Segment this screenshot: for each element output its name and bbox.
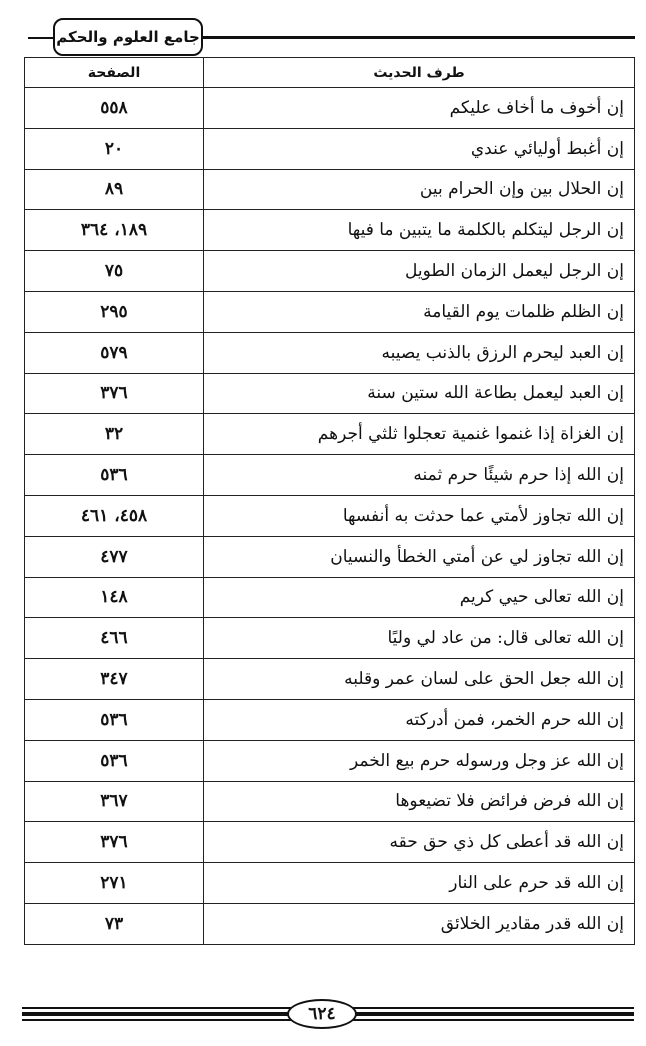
hadith-text: إن الله تجاوز لأمتي عما حدثت به أنفسها <box>204 495 635 536</box>
page-reference: ٢٩٥ <box>25 291 204 332</box>
hadith-text: إن أخوف ما أخاف عليكم <box>204 88 635 129</box>
page-reference: ٣٦٧ <box>25 781 204 822</box>
hadith-text: إن الله تعالى حيي كريم <box>204 577 635 618</box>
hadith-text: إن الحلال بين وإن الحرام بين <box>204 169 635 210</box>
table-row <box>25 536 635 577</box>
page-reference: ١٤٨ <box>25 577 204 618</box>
table-row <box>25 88 635 129</box>
hadith-text: إن الله تجاوز لي عن أمتي الخطأ والنسيان <box>204 536 635 577</box>
hadith-text: إن العبد ليحرم الرزق بالذنب يصيبه <box>204 332 635 373</box>
hadith-text: إن أغبط أوليائي عندي <box>204 128 635 169</box>
page-footer <box>0 995 646 1035</box>
page-reference: ٧٥ <box>25 251 204 292</box>
hadith-text: إن الله جعل الحق على لسان عمر وقلبه <box>204 659 635 700</box>
page-reference: ٢٧١ <box>25 863 204 904</box>
table-row <box>25 251 635 292</box>
hadith-text: إن الله حرم الخمر، فمن أدركته <box>204 699 635 740</box>
page-reference: ٥٣٦ <box>25 740 204 781</box>
page-reference: ٥٣٦ <box>25 455 204 496</box>
table-row <box>25 903 635 944</box>
table-row <box>25 699 635 740</box>
hadith-text: إن الله قد أعطى كل ذي حق حقه <box>204 822 635 863</box>
page-reference: ١٨٩، ٣٦٤ <box>25 210 204 251</box>
hadith-text: إن الظلم ظلمات يوم القيامة <box>204 291 635 332</box>
column-header-page: الصفحة <box>25 58 204 88</box>
page-reference: ٤٦٦ <box>25 618 204 659</box>
page-reference: ٨٩ <box>25 169 204 210</box>
page-reference: ٤٧٧ <box>25 536 204 577</box>
page-reference: ٧٣ <box>25 903 204 944</box>
table-row <box>25 455 635 496</box>
table-row <box>25 822 635 863</box>
page-reference: ٥٧٩ <box>25 332 204 373</box>
hadith-text: إن الغزاة إذا غنموا غنمية تعجلوا ثلثي أجرهم <box>204 414 635 455</box>
table-row <box>25 781 635 822</box>
hadith-text: إن الرجل ليعمل الزمان الطويل <box>204 251 635 292</box>
page-reference: ٣٢ <box>25 414 204 455</box>
page-reference: ٤٥٨، ٤٦١ <box>25 495 204 536</box>
page-reference: ٣٧٦ <box>25 822 204 863</box>
page-reference: ٢٠ <box>25 128 204 169</box>
book-title: جامع العلوم والحكم <box>56 28 200 46</box>
table-header-row <box>25 58 635 88</box>
table-row <box>25 740 635 781</box>
table-row <box>25 577 635 618</box>
page-number-frame <box>287 999 357 1029</box>
table-row <box>25 291 635 332</box>
page-reference: ٣٧٦ <box>25 373 204 414</box>
hadith-text: إن الله إذا حرم شيئًا حرم ثمنه <box>204 455 635 496</box>
page-reference: ٥٥٨ <box>25 88 204 129</box>
table-row <box>25 128 635 169</box>
hadith-text: إن الله تعالى قال: من عاد لي وليًا <box>204 618 635 659</box>
table-row <box>25 332 635 373</box>
table-row <box>25 659 635 700</box>
hadith-text: إن الرجل ليتكلم بالكلمة ما يتبين ما فيها <box>204 210 635 251</box>
header-rule-left <box>28 37 53 39</box>
hadith-index-table <box>24 57 635 945</box>
table-row <box>25 495 635 536</box>
table-row <box>25 863 635 904</box>
hadith-text: إن الله قدر مقادير الخلائق <box>204 903 635 944</box>
table-row <box>25 169 635 210</box>
column-header-hadith: طرف الحديث <box>204 58 635 88</box>
table-row <box>25 210 635 251</box>
table-row <box>25 618 635 659</box>
page-number: ٦٢٤ <box>308 1004 336 1024</box>
hadith-text: إن العبد ليعمل بطاعة الله ستين سنة <box>204 373 635 414</box>
page-header <box>0 0 646 58</box>
header-rule-right <box>203 36 635 39</box>
hadith-text: إن الله عز وجل ورسوله حرم بيع الخمر <box>204 740 635 781</box>
page-reference: ٥٣٦ <box>25 699 204 740</box>
page-reference: ٣٤٧ <box>25 659 204 700</box>
hadith-text: إن الله فرض فرائض فلا تضيعوها <box>204 781 635 822</box>
hadith-text: إن الله قد حرم على النار <box>204 863 635 904</box>
table-row <box>25 414 635 455</box>
header-title-frame <box>53 18 203 56</box>
table-row <box>25 373 635 414</box>
